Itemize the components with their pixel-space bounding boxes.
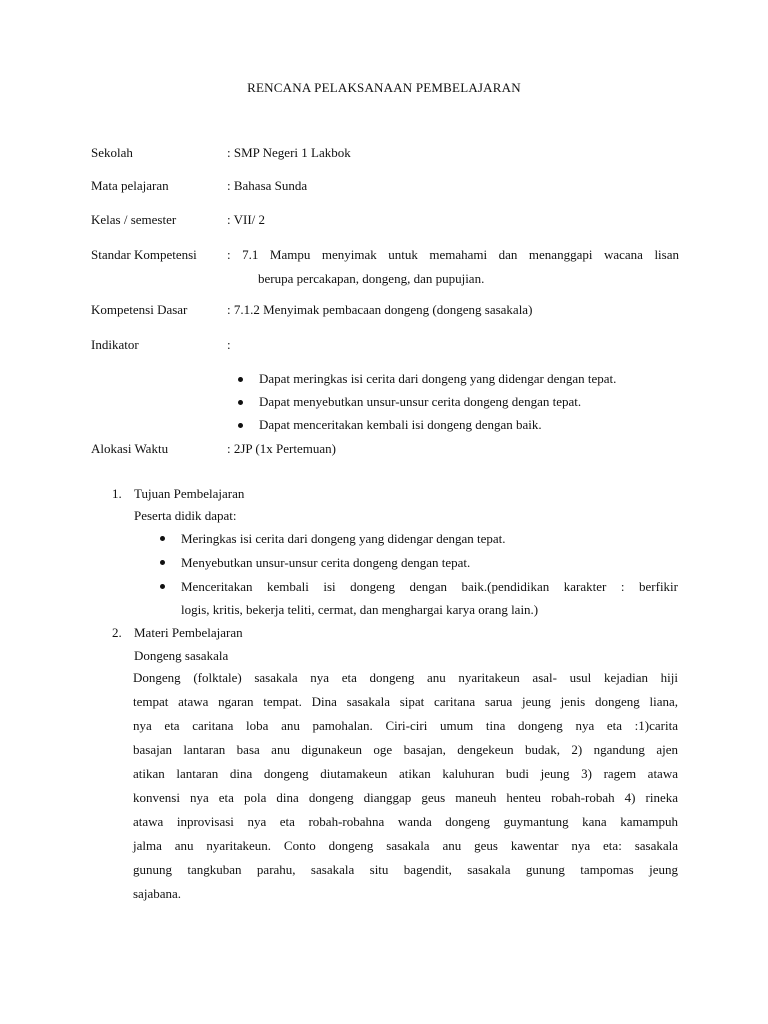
indikator-item: Dapat menyebutkan unsur-unsur cerita dongeng dengan tepat. xyxy=(259,394,582,409)
section-heading: Tujuan Pembelajaran xyxy=(134,486,245,501)
materi-subheading: Dongeng sasakala xyxy=(134,648,229,663)
section-number: 2. xyxy=(112,625,122,640)
bullet-icon xyxy=(160,536,165,541)
row-standar-kompetensi xyxy=(91,243,679,291)
bullet-icon xyxy=(238,377,243,382)
value-alokasi-waktu: : 2JP (1x Pertemuan) xyxy=(227,441,336,456)
tujuan-item: Menyebutkan unsur-unsur cerita dongeng dengan tepat. xyxy=(181,555,471,570)
indikator-item: Dapat meringkas isi cerita dari dongeng yang didengar dengan tepat. xyxy=(259,371,617,386)
bullet-icon xyxy=(238,400,243,405)
bullet-icon xyxy=(238,423,243,428)
label-alokasi-waktu: Alokasi Waktu xyxy=(91,441,169,456)
label-kompetensi-dasar: Kompetensi Dasar xyxy=(91,302,188,317)
value-kelas-semester: : VII/ 2 xyxy=(227,212,266,227)
document-title: RENCANA PELAKSANAAN PEMBELAJARAN xyxy=(247,80,521,95)
paragraph-line: atikan lantaran dina dongeng diutamakeun atikan kaluhuran budi jeung 3) ragem atawa xyxy=(133,766,678,781)
label-standar-kompetensi: Standar Kompetensi xyxy=(91,247,197,262)
label-indikator: Indikator xyxy=(91,337,139,352)
paragraph-line: Dongeng (folktale) sasakala nya eta dongeng anu nyaritakeun asal- usul kejadian hiji xyxy=(133,670,678,685)
value-mata-pelajaran: : Bahasa Sunda xyxy=(227,178,308,193)
tujuan-intro: Peserta didik dapat: xyxy=(134,508,237,523)
label-sekolah: Sekolah xyxy=(91,145,133,160)
value-kompetensi-dasar: : 7.1.2 Menyimak pembacaan dongeng (dongeng sasakala) xyxy=(227,302,533,317)
paragraph-line: atawa inprovisasi nya eta robah-robahna wanda dongeng guymantung kana kamampuh xyxy=(133,814,678,829)
label-kelas-semester: Kelas / semester xyxy=(91,212,177,227)
label-mata-pelajaran: Mata pelajaran xyxy=(91,178,169,193)
paragraph-line: konvensi nya eta pola dina dongeng dianggap geus maneuh henteu robah-robah 4) rineka xyxy=(133,790,678,805)
tujuan-item: Menceritakan kembali isi dongeng dengan baik.(pendidikan karakter : berfikir xyxy=(181,579,678,594)
section-number: 1. xyxy=(112,486,122,501)
tujuan-item-cont: logis, kritis, bekerja teliti, cermat, dan menghargai karya orang lain.) xyxy=(181,602,539,617)
materi-paragraph xyxy=(133,666,678,906)
value-indikator: : xyxy=(227,337,231,352)
paragraph-line: jalma anu nyaritakeun. Conto dongeng sasakala anu geus kawentar nya eta: sasakala xyxy=(133,838,678,853)
section-heading: Materi Pembelajaran xyxy=(134,625,243,640)
bullet-icon xyxy=(160,560,165,565)
paragraph-line: gunung tangkuban parahu, sasakala situ bagendit, sasakala gunung tampomas jeung xyxy=(133,862,678,877)
paragraph-line: basajan lantaran basa anu digunakeun oge basajan, dengekeun budak, 2) ngandung ajen xyxy=(133,742,678,757)
value-sekolah: : SMP Negeri 1 Lakbok xyxy=(227,145,351,160)
tujuan-item: Meringkas isi cerita dari dongeng yang didengar dengan tepat. xyxy=(181,531,506,546)
value-standar-kompetensi-cont: berupa percakapan, dongeng, dan pupujian. xyxy=(258,271,485,286)
bullet-icon xyxy=(160,584,165,589)
paragraph-line: tempat atawa ngaran tempat. Dina sasakala sipat caritana sarua jeung jenis dongeng liana, xyxy=(133,694,678,709)
paragraph-line: nya eta caritana loba anu pamohalan. Ciri-ciri umum tina dongeng nya eta :1)carita xyxy=(133,718,678,733)
indikator-item: Dapat menceritakan kembali isi dongeng dengan baik. xyxy=(259,417,542,432)
value-standar-kompetensi: : 7.1 Mampu menyimak untuk memahami dan menanggapi wacana lisan xyxy=(227,247,679,262)
paragraph-line: sajabana. xyxy=(133,886,182,901)
